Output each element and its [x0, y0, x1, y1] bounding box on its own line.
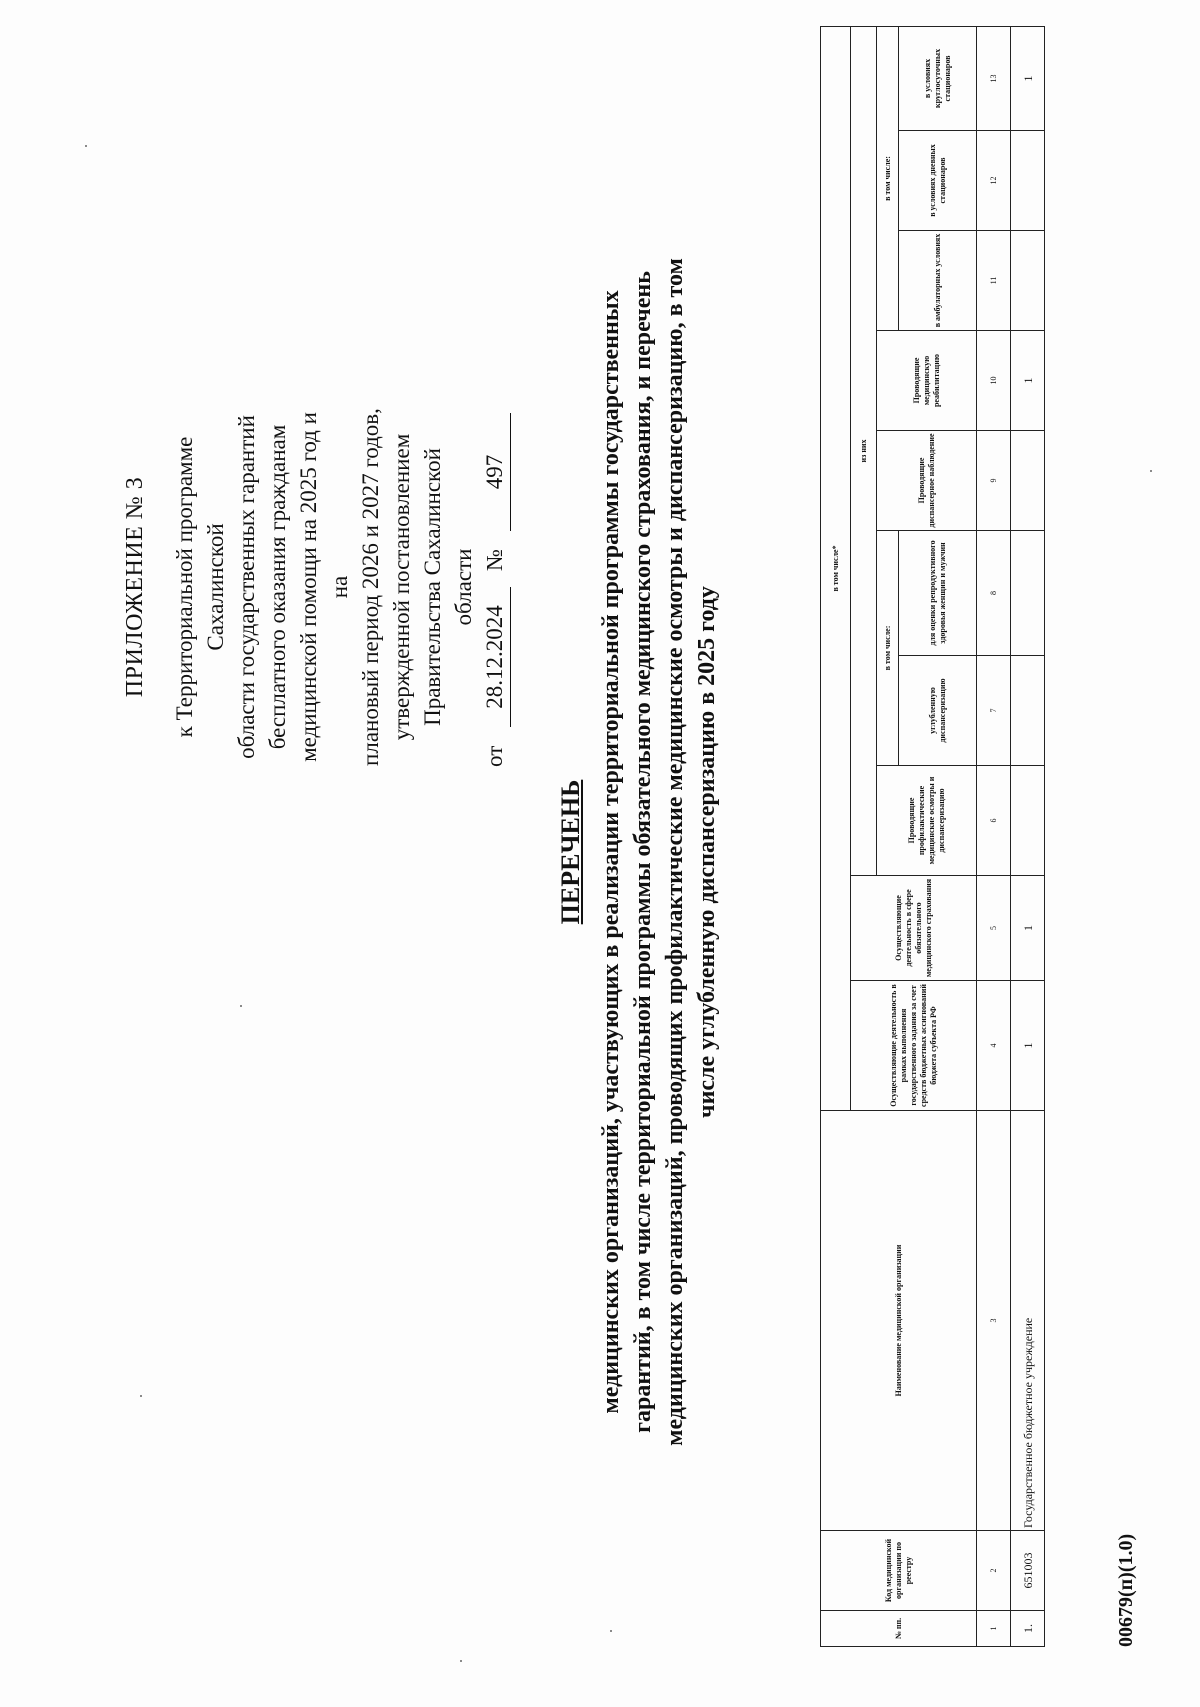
appendix-line: к Территориальной программе Сахалинской	[172, 436, 228, 738]
scan-speck	[240, 1005, 242, 1007]
header-c5: Осуществляющие деятельность в сфере обязательного медицинского страхования	[851, 876, 977, 981]
cell-c12	[1011, 131, 1045, 231]
decree-number: 497	[479, 413, 511, 531]
number-label: №	[482, 549, 507, 571]
scan-speck	[140, 1395, 142, 1397]
table-row	[1011, 26, 1045, 1646]
appendix-date-row	[479, 407, 510, 767]
appendix-line: бесплатного оказания гражданам	[265, 424, 290, 750]
footer-code: 00679(п)(1.0)	[1115, 1533, 1137, 1647]
cell-c6	[1011, 766, 1045, 876]
scan-speck	[460, 1660, 462, 1662]
header-c3: Наименование медицинской организации	[821, 1111, 977, 1531]
title-line: гарантий, в том числе территориальной программы обязательного медицинского страхования, и перечень	[630, 271, 656, 1433]
group-incl-b: в том числе:	[877, 26, 899, 330]
scan-speck	[85, 145, 87, 147]
organizations-table	[820, 26, 1045, 1647]
title-line: медицинских организаций, участвующих в реализации территориальной программы государственных	[598, 290, 624, 1414]
header-c10: Проводящие медицинскую реабилитацию	[877, 331, 977, 431]
cell-c13: 1	[1011, 26, 1045, 130]
title-line: медицинских организаций, проводящих профилактические медицинские осмотры и диспансеризацию, в том	[662, 258, 688, 1446]
column-number: 11	[977, 231, 1011, 331]
cell-c9	[1011, 431, 1045, 531]
header-c12: в условиях дневных стационаров	[899, 131, 977, 231]
header-c7: углубленную диспансеризацию	[899, 656, 977, 766]
header-c8: для оценки репродуктивного здоровья женщин и мужчин	[899, 531, 977, 656]
cell-c8	[1011, 531, 1045, 656]
column-number: 3	[977, 1111, 1011, 1531]
appendix-line: утвержденной постановлением	[389, 433, 414, 741]
cell-c4: 1	[1011, 981, 1045, 1111]
column-number: 4	[977, 981, 1011, 1111]
column-number: 1	[977, 1611, 1011, 1647]
appendix-line: Правительства Сахалинской области	[420, 448, 476, 726]
cell-c11	[1011, 231, 1045, 331]
cell-c2: 651003	[1011, 1531, 1045, 1611]
appendix-heading: ПРИЛОЖЕНИЕ № 3	[122, 476, 148, 698]
header-c2: Код медицинской организации по реестру	[821, 1531, 977, 1611]
appendix-line: области государственных гарантий	[234, 415, 259, 759]
title-main: ПЕРЕЧЕНЬ	[556, 779, 585, 925]
column-number: 6	[977, 766, 1011, 876]
header-c13: в условиях круглосуточных стационаров	[899, 26, 977, 130]
column-number: 5	[977, 876, 1011, 981]
column-number: 8	[977, 531, 1011, 656]
column-number: 7	[977, 656, 1011, 766]
header-c4: Осуществляющие деятельность в рамках выполнения государственного задания за счет средств бюджетных ассигнований бюджета субъекта РФ	[851, 981, 977, 1111]
group-incl-a: в том числе:	[877, 531, 899, 766]
title-line: числе углубленную диспансеризацию в 2025 году	[694, 586, 720, 1118]
scan-speck	[1150, 470, 1152, 472]
column-number: 2	[977, 1531, 1011, 1611]
column-number: 9	[977, 431, 1011, 531]
column-number: 13	[977, 26, 1011, 130]
decree-date: 28.12.2024	[479, 587, 511, 727]
header-c1: № пп.	[821, 1611, 977, 1647]
from-label: от	[482, 745, 507, 767]
column-number: 10	[977, 331, 1011, 431]
cell-c10: 1	[1011, 331, 1045, 431]
cell-c7	[1011, 656, 1045, 766]
header-c9: Проводящие диспансерное наблюдение	[877, 431, 977, 531]
appendix-line: плановый период 2026 и 2027 годов,	[358, 408, 383, 766]
column-number-row	[977, 26, 1011, 1646]
cell-c5: 1	[1011, 876, 1045, 981]
header-c6: Проводящие профилактические медицинские осмотры и диспансеризацию	[877, 766, 977, 876]
scan-speck	[610, 1630, 612, 1632]
document-title	[555, 57, 723, 1647]
appendix-block	[120, 407, 510, 767]
cell-c1: 1.	[1011, 1611, 1045, 1647]
column-number: 12	[977, 131, 1011, 231]
group-of-them: из них	[851, 26, 877, 875]
header-c11: в амбулаторных условиях	[899, 231, 977, 331]
group-in-total: в том числе*	[821, 26, 851, 1110]
cell-c3: Государственное бюджетное учреждение	[1011, 1111, 1045, 1531]
appendix-line: медицинской помощи на 2025 год и на	[296, 412, 352, 762]
